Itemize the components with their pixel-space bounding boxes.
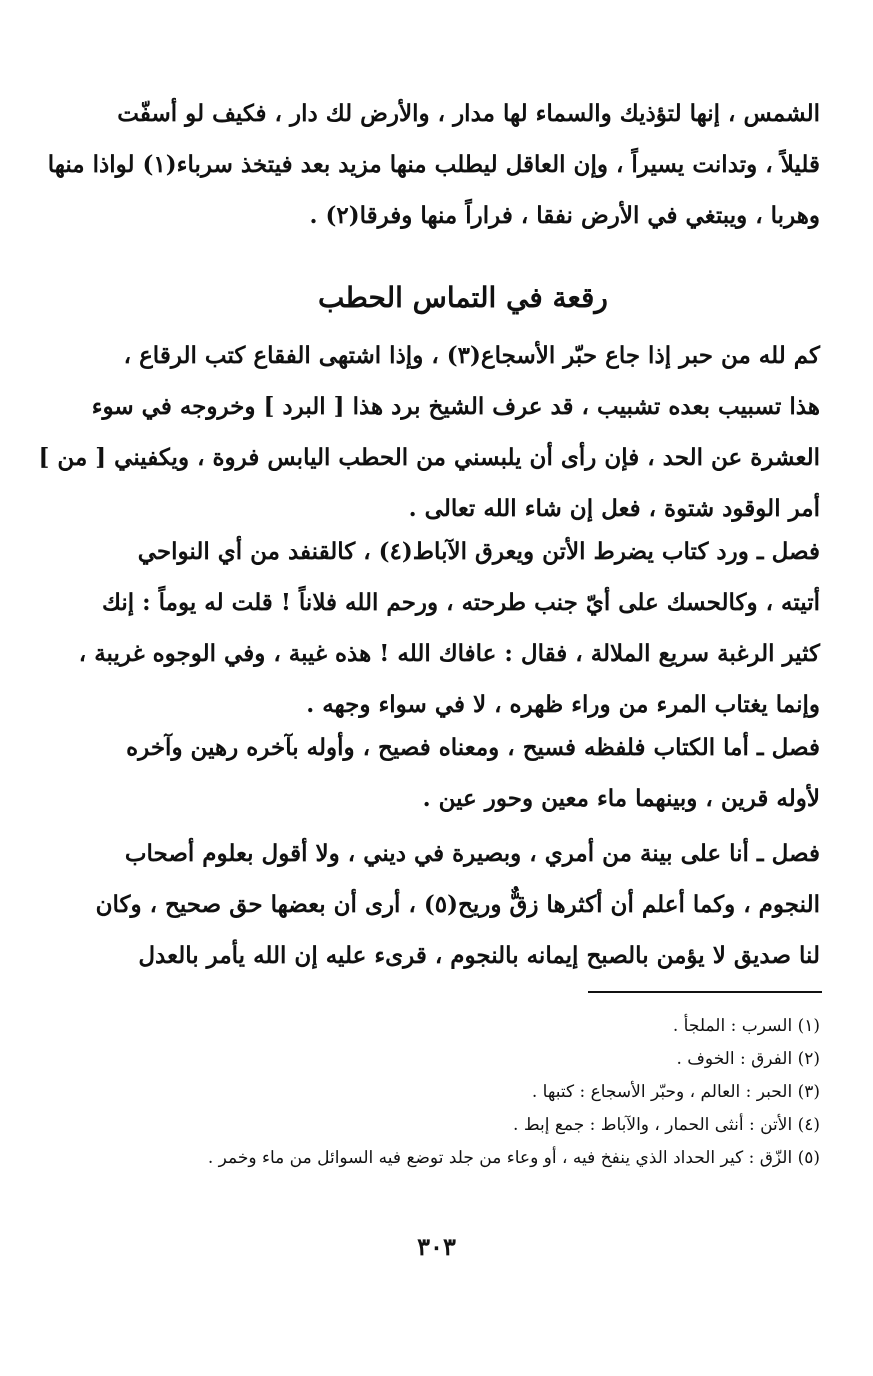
text-line: وإنما يغتاب المرء من وراء ظهره ، لا في سواء وجهه . [306, 691, 820, 718]
text-line: أمر الوقود شتوة ، فعل إن شاء الله تعالى . [408, 495, 820, 522]
text-line: قليلاً ، وتدانت يسيراً ، وإن العاقل ليطلب منها مزيد بعد فيتخذ سرباء(١) لواذا منها [47, 151, 820, 178]
paragraph-2 [78, 526, 820, 730]
text-line: هذا تسبيب بعده تشبيب ، قد عرف الشيخ برد هذا [ البرد ] وخروجه في سوء [91, 393, 820, 420]
text-line: كثير الرغبة سريع الملالة ، فقال : عافاك الله ! هذه غيبة ، وفي الوجوه غريبة ، [78, 640, 820, 667]
text-line: النجوم ، وكما أعلم أن أكثرها زقٌّ وريح(٥) ، أرى أن بعضها حق صحيح ، وكان [95, 891, 820, 918]
text-line: العشرة عن الحد ، فإن رأى أن يلبسني من الحطب اليابس فروة ، ويكفيني [ من ] [38, 444, 820, 471]
footnote: (٢) الفرق : الخوف . [676, 1049, 820, 1069]
text-line: كم لله من حبر إذا جاع حبّر الأسجاع(٣) ، وإذا اشتهى الفقاع كتب الرقاع ، [123, 342, 820, 369]
text-line: لنا صديق لا يؤمن بالصبح إيمانه بالنجوم ، قرىء عليه إن الله يأمر بالعدل [138, 942, 820, 969]
footnote: (١) السرب : الملجأ . [672, 1016, 820, 1036]
text-line: فصل ـ أما الكتاب فلفظه فسيح ، ومعناه فصيح ، وأوله بآخره رهين وآخره [126, 734, 820, 761]
footnote-divider [588, 991, 822, 993]
text-line: فصل ـ ورد كتاب يضرط الأتن ويعرق الآباط(٤) ، كالقنفد من أي النواحي [137, 538, 820, 565]
paragraph-4 [95, 828, 820, 981]
page-number: ٣٠٣ [417, 1232, 456, 1261]
text-line: فصل ـ أنا على بينة من أمري ، وبصيرة في ديني ، ولا أقول بعلوم أصحاب [124, 840, 820, 867]
section-heading: رقعة في التماس الحطب [318, 281, 608, 314]
footnote: (٤) الأتن : أنثى الحمار ، والآباط : جمع إبط . [513, 1115, 820, 1135]
footnote: (٣) الحبر : العالم ، وحبّر الأسجاع : كتبها . [531, 1082, 820, 1102]
text-line: لأوله قرين ، وبينهما ماء معين وحور عين . [422, 785, 820, 812]
footnotes [150, 1010, 820, 1175]
text-line: وهربا ، ويبتغي في الأرض نفقا ، فراراً منها وفرقا(٢) . [309, 202, 820, 229]
text-line: أتيته ، وكالحسك على أيّ جنب طرحته ، ورحم الله فلاناً ! قلت له يوماً : إنك [101, 589, 820, 616]
paragraph-3 [106, 722, 820, 824]
footnote: (٥) الزّق : كير الحداد الذي ينفخ فيه ، أو وعاء من جلد توضع فيه السوائل من ماء وخمر . [207, 1148, 820, 1168]
paragraph-1 [38, 330, 820, 534]
intro-paragraph [47, 88, 820, 241]
text-line: الشمس ، إنها لتؤذيك والسماء لها مدار ، والأرض لك دار ، فكيف لو أسفّت [117, 100, 820, 127]
